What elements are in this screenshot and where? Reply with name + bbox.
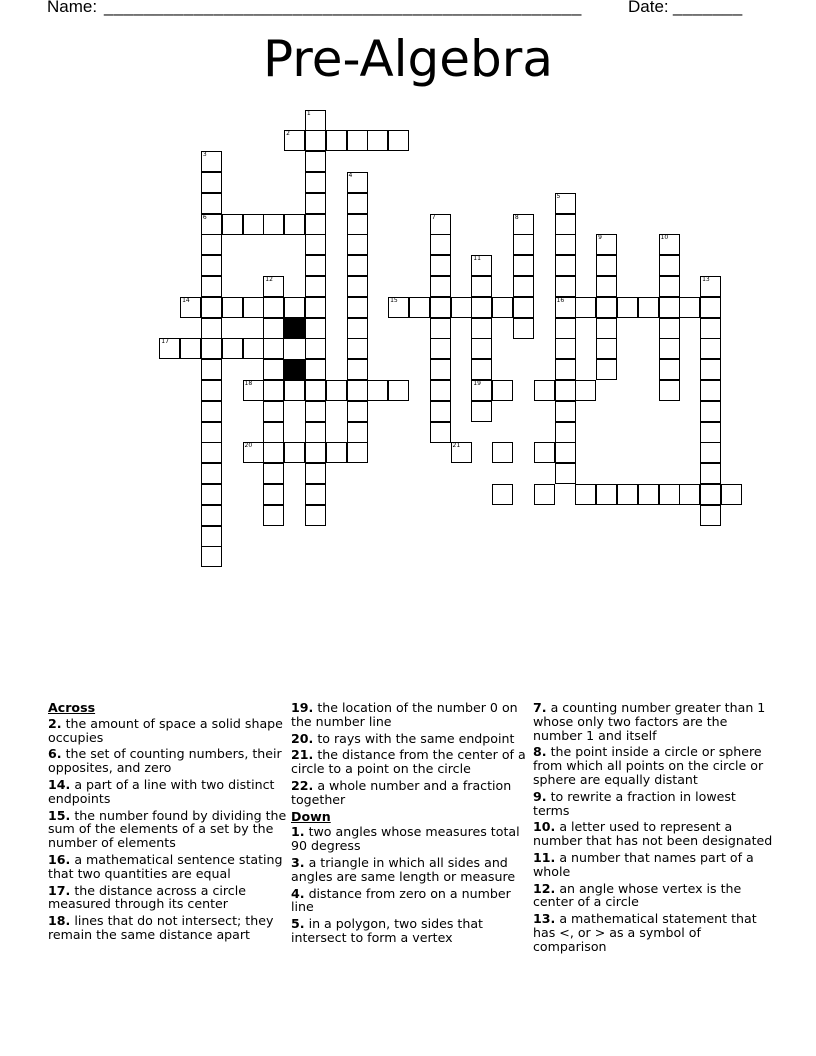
clue-text: a whole number and a fraction together xyxy=(291,777,512,807)
clue-number-label: 17. xyxy=(48,882,71,898)
crossword-cell[interactable] xyxy=(430,276,451,297)
crossword-cell[interactable] xyxy=(263,442,284,463)
clue-number: 11 xyxy=(473,255,481,263)
crossword-cell[interactable] xyxy=(659,276,680,297)
crossword-cell[interactable] xyxy=(305,255,326,276)
crossword-cell[interactable] xyxy=(451,297,472,318)
crossword-cell[interactable] xyxy=(659,484,680,505)
clue-text: the amount of space a solid shape occupies xyxy=(48,715,283,745)
clue-number-label: 9. xyxy=(533,788,547,804)
clue-number-label: 13. xyxy=(533,911,556,927)
crossword-cell[interactable] xyxy=(700,359,721,380)
crossword-cell[interactable] xyxy=(534,380,555,401)
crossword-cell[interactable] xyxy=(347,422,368,443)
crossword-cell[interactable] xyxy=(326,130,347,151)
clue-number: 20 xyxy=(244,442,253,450)
crossword-cell[interactable] xyxy=(347,193,368,214)
crossword-cell[interactable] xyxy=(263,297,284,318)
clue-number: 21 xyxy=(452,442,461,450)
date-label: Date: xyxy=(628,0,669,16)
crossword-cell[interactable] xyxy=(700,297,721,318)
clues-column-2 xyxy=(291,701,531,948)
clue-number: 6 xyxy=(202,213,207,221)
crossword-cell[interactable] xyxy=(305,338,326,359)
clues-column-3 xyxy=(533,701,773,957)
crossword-cell[interactable] xyxy=(659,380,680,401)
crossword-cell[interactable] xyxy=(513,318,534,339)
crossword-cell[interactable] xyxy=(347,276,368,297)
down-clue xyxy=(533,745,773,786)
clue-number: 2 xyxy=(286,130,290,138)
crossword-cell[interactable] xyxy=(555,338,576,359)
crossword-cell[interactable] xyxy=(513,214,534,235)
crossword-cell[interactable] xyxy=(201,442,222,463)
crossword-cell[interactable] xyxy=(201,380,222,401)
crossword-cell[interactable] xyxy=(659,318,680,339)
crossword-cell[interactable] xyxy=(201,193,222,214)
crossword-cell[interactable] xyxy=(159,338,180,359)
clue-text: the location of the number 0 on the number line xyxy=(291,700,518,729)
crossword-cell[interactable] xyxy=(347,172,368,193)
crossword-cell[interactable] xyxy=(305,214,326,235)
crossword-cell[interactable] xyxy=(305,359,326,380)
crossword-cell[interactable] xyxy=(700,380,721,401)
clue-number: 5 xyxy=(556,192,561,200)
crossword-cell[interactable] xyxy=(305,442,326,463)
crossword-cell[interactable] xyxy=(430,255,451,276)
crossword-cell[interactable] xyxy=(596,234,617,255)
crossword-cell[interactable] xyxy=(222,338,243,359)
crossword-cell[interactable] xyxy=(471,338,492,359)
crossword-cell[interactable] xyxy=(326,380,347,401)
crossword-cell[interactable] xyxy=(430,401,451,422)
crossword-cell[interactable] xyxy=(388,297,409,318)
clue-number: 13 xyxy=(702,275,710,283)
crossword-cell[interactable] xyxy=(201,297,222,318)
clue-number-label: 14. xyxy=(48,776,71,792)
crossword-cell[interactable] xyxy=(721,484,742,505)
crossword-cell[interactable] xyxy=(659,297,680,318)
crossword-black-cell xyxy=(284,318,305,339)
crossword-cell[interactable] xyxy=(430,214,451,235)
crossword-cell[interactable] xyxy=(388,380,409,401)
clue-text: to rays with the same endpoint xyxy=(313,730,515,746)
crossword-cell[interactable] xyxy=(284,214,305,235)
across-clue xyxy=(48,884,288,912)
crossword-cell[interactable] xyxy=(555,442,576,463)
crossword-cell[interactable] xyxy=(430,297,451,318)
across-clue xyxy=(291,779,531,807)
crossword-cell[interactable] xyxy=(347,130,368,151)
clue-number-label: 19. xyxy=(291,700,314,715)
crossword-cell[interactable] xyxy=(305,130,326,151)
crossword-cell[interactable] xyxy=(659,359,680,380)
crossword-cell[interactable] xyxy=(347,338,368,359)
across-clue xyxy=(48,717,288,745)
clue-number: 17 xyxy=(161,338,169,346)
clue-text: distance from zero on a number line xyxy=(291,885,511,915)
crossword-cell[interactable] xyxy=(222,297,243,318)
crossword-cell[interactable] xyxy=(534,484,555,505)
crossword-cell[interactable] xyxy=(513,234,534,255)
crossword-cell[interactable] xyxy=(575,380,596,401)
across-clue xyxy=(291,748,531,776)
page-title: Pre-Algebra xyxy=(263,30,553,88)
crossword-cell[interactable] xyxy=(201,214,222,235)
crossword-cell[interactable] xyxy=(305,401,326,422)
crossword-cell[interactable] xyxy=(492,442,513,463)
crossword-cell[interactable] xyxy=(555,276,576,297)
crossword-cell[interactable] xyxy=(659,338,680,359)
crossword-cell[interactable] xyxy=(430,318,451,339)
crossword-cell[interactable] xyxy=(638,297,659,318)
crossword-cell[interactable] xyxy=(201,526,222,547)
crossword-cell[interactable] xyxy=(243,214,264,235)
clue-number: 19 xyxy=(473,379,481,387)
crossword-cell[interactable] xyxy=(201,172,222,193)
clue-text: a mathematical sentence stating that two quantities are equal xyxy=(48,851,283,881)
crossword-cell[interactable] xyxy=(305,505,326,526)
clue-number-label: 20. xyxy=(291,730,314,746)
crossword-cell[interactable] xyxy=(430,359,451,380)
crossword-cell[interactable] xyxy=(492,484,513,505)
crossword-cell[interactable] xyxy=(243,380,264,401)
crossword-cell[interactable] xyxy=(284,380,305,401)
crossword-cell[interactable] xyxy=(513,255,534,276)
crossword-cell[interactable] xyxy=(596,276,617,297)
crossword-cell[interactable] xyxy=(347,401,368,422)
crossword-cell[interactable] xyxy=(575,484,596,505)
clue-text: a counting number greater than 1 whose only two factors are the number 1 and itself xyxy=(533,700,766,743)
crossword-cell[interactable] xyxy=(471,297,492,318)
crossword-cell[interactable] xyxy=(284,130,305,151)
crossword-cell[interactable] xyxy=(305,422,326,443)
across-clue-list xyxy=(48,717,288,942)
crossword-cell[interactable] xyxy=(284,442,305,463)
down-clue xyxy=(291,825,531,853)
clue-text: the set of counting numbers, their opposites, and zero xyxy=(48,746,282,776)
crossword-cell[interactable] xyxy=(700,276,721,297)
crossword-cell[interactable] xyxy=(243,442,264,463)
crossword-cell[interactable] xyxy=(305,318,326,339)
clue-text: the point inside a circle or sphere from which all points on the circle or sphere are equally distant xyxy=(533,744,764,787)
crossword-cell[interactable] xyxy=(700,484,721,505)
crossword-cell[interactable] xyxy=(326,442,347,463)
clue-number-label: 5. xyxy=(291,916,305,932)
crossword-cell[interactable] xyxy=(243,338,264,359)
clue-number: 9 xyxy=(598,234,602,242)
clue-number-label: 2. xyxy=(48,715,62,731)
crossword-cell[interactable] xyxy=(659,234,680,255)
clue-number-label: 7. xyxy=(533,700,547,715)
clue-number-label: 12. xyxy=(533,880,556,896)
crossword-cell[interactable] xyxy=(201,234,222,255)
crossword-cell[interactable] xyxy=(263,401,284,422)
crossword-cell[interactable] xyxy=(367,130,388,151)
crossword-cell[interactable] xyxy=(201,463,222,484)
crossword-cell[interactable] xyxy=(555,193,576,214)
crossword-cell[interactable] xyxy=(430,234,451,255)
down-clue xyxy=(533,790,773,818)
crossword-cell[interactable] xyxy=(347,318,368,339)
crossword-cell[interactable] xyxy=(347,214,368,235)
down-clue-list-continued xyxy=(533,701,773,954)
crossword-cell[interactable] xyxy=(201,401,222,422)
crossword-cell[interactable] xyxy=(201,359,222,380)
crossword-cell[interactable] xyxy=(513,276,534,297)
crossword-cell[interactable] xyxy=(679,297,700,318)
clue-number: 7 xyxy=(431,213,436,221)
across-clue xyxy=(48,914,288,942)
crossword-cell[interactable] xyxy=(305,151,326,172)
clue-number-label: 6. xyxy=(48,746,62,762)
crossword-cell[interactable] xyxy=(201,276,222,297)
down-clue xyxy=(533,912,773,953)
down-clue xyxy=(291,856,531,884)
clue-text: the distance across a circle measured through its center xyxy=(48,882,246,912)
crossword-cell[interactable] xyxy=(305,463,326,484)
clue-number-label: 22. xyxy=(291,777,314,793)
crossword-cell[interactable] xyxy=(492,380,513,401)
crossword-cell[interactable] xyxy=(471,276,492,297)
across-clue xyxy=(48,809,288,850)
crossword-cell[interactable] xyxy=(222,214,243,235)
down-clue xyxy=(291,887,531,915)
crossword-cell[interactable] xyxy=(700,401,721,422)
clue-number: 1 xyxy=(306,109,311,117)
across-clue xyxy=(48,747,288,775)
name-line[interactable]: ________________________________________________ xyxy=(104,0,582,16)
clue-number: 3 xyxy=(202,151,207,159)
down-clue xyxy=(533,851,773,879)
crossword-cell[interactable] xyxy=(700,442,721,463)
clue-text: a mathematical statement that has <, or > as a symbol of comparison xyxy=(533,911,757,954)
crossword-cell[interactable] xyxy=(263,463,284,484)
across-heading: Across xyxy=(48,700,96,715)
clue-number-label: 3. xyxy=(291,854,305,870)
crossword-cell[interactable] xyxy=(263,505,284,526)
crossword-cell[interactable] xyxy=(305,380,326,401)
crossword-cell[interactable] xyxy=(263,338,284,359)
clue-text: a letter used to represent a number that has not been designated xyxy=(533,819,773,849)
crossword-cell[interactable] xyxy=(700,505,721,526)
clue-number-label: 15. xyxy=(48,807,71,823)
down-clue xyxy=(533,820,773,848)
crossword-cell[interactable] xyxy=(471,380,492,401)
crossword-cell[interactable] xyxy=(284,297,305,318)
clue-number-label: 4. xyxy=(291,885,305,901)
down-clue xyxy=(533,882,773,910)
crossword-cell[interactable] xyxy=(555,297,576,318)
crossword-cell[interactable] xyxy=(555,214,576,235)
across-clue-list-continued xyxy=(291,701,531,807)
crossword-cell[interactable] xyxy=(679,484,700,505)
crossword-cell[interactable] xyxy=(305,234,326,255)
crossword-cell[interactable] xyxy=(659,255,680,276)
crossword-cell[interactable] xyxy=(555,463,576,484)
crossword-cell[interactable] xyxy=(388,130,409,151)
across-clue xyxy=(48,778,288,806)
crossword-cell[interactable] xyxy=(409,297,430,318)
crossword-cell[interactable] xyxy=(305,297,326,318)
crossword-cell[interactable] xyxy=(617,297,638,318)
clue-text: a part of a line with two distinct endpoints xyxy=(48,776,275,806)
crossword-cell[interactable] xyxy=(347,380,368,401)
crossword-cell[interactable] xyxy=(471,401,492,422)
crossword-cell[interactable] xyxy=(700,318,721,339)
clue-number: 15 xyxy=(390,296,398,304)
crossword-cell[interactable] xyxy=(638,484,659,505)
crossword-cell[interactable] xyxy=(263,422,284,443)
crossword-cell[interactable] xyxy=(471,359,492,380)
crossword-cell[interactable] xyxy=(555,318,576,339)
crossword-cell[interactable] xyxy=(596,297,617,318)
crossword-cell[interactable] xyxy=(555,401,576,422)
crossword-cell[interactable] xyxy=(201,422,222,443)
clue-text: to rewrite a fraction in lowest terms xyxy=(533,788,736,818)
clue-text: an angle whose vertex is the center of a circle xyxy=(533,880,742,910)
clues-column-1 xyxy=(48,701,288,945)
down-clue xyxy=(291,917,531,945)
crossword-cell[interactable] xyxy=(430,338,451,359)
crossword-cell[interactable] xyxy=(367,380,388,401)
crossword-cell[interactable] xyxy=(555,422,576,443)
crossword-cell[interactable] xyxy=(347,234,368,255)
crossword-cell[interactable] xyxy=(201,484,222,505)
across-clue xyxy=(291,732,531,746)
clue-number-label: 18. xyxy=(48,913,71,929)
crossword-cell[interactable] xyxy=(201,546,222,567)
clue-number-label: 11. xyxy=(533,849,556,865)
crossword-cell[interactable] xyxy=(201,255,222,276)
clue-number: 16 xyxy=(556,296,565,304)
crossword-cell[interactable] xyxy=(596,255,617,276)
crossword-cell[interactable] xyxy=(347,297,368,318)
down-heading: Down xyxy=(291,808,331,824)
crossword-cell[interactable] xyxy=(263,214,284,235)
crossword-cell[interactable] xyxy=(700,422,721,443)
crossword-cell[interactable] xyxy=(596,359,617,380)
clue-number: 12 xyxy=(265,275,273,283)
down-clue-list xyxy=(291,825,531,944)
crossword-cell[interactable] xyxy=(347,442,368,463)
crossword-cell[interactable] xyxy=(180,338,201,359)
crossword-cell[interactable] xyxy=(263,484,284,505)
clue-number-label: 21. xyxy=(291,747,314,763)
down-clue xyxy=(533,701,773,742)
crossword-cell[interactable] xyxy=(243,297,264,318)
crossword-cell[interactable] xyxy=(617,484,638,505)
clue-number-label: 10. xyxy=(533,819,556,835)
clue-text: the distance from the center of a circle to a point on the circle xyxy=(291,747,526,777)
clue-text: a number that names part of a whole xyxy=(533,849,754,879)
crossword-cell[interactable] xyxy=(347,359,368,380)
clue-number: 14 xyxy=(182,296,190,304)
crossword-cell[interactable] xyxy=(596,484,617,505)
clue-number: 4 xyxy=(348,171,353,179)
crossword-cell[interactable] xyxy=(596,318,617,339)
crossword-cell[interactable] xyxy=(513,297,534,318)
clue-number-label: 16. xyxy=(48,851,71,867)
crossword-cell[interactable] xyxy=(263,276,284,297)
clue-number-label: 1. xyxy=(291,824,305,840)
crossword-cell[interactable] xyxy=(430,380,451,401)
crossword-cell[interactable] xyxy=(534,442,555,463)
crossword-cell[interactable] xyxy=(471,318,492,339)
crossword-cell[interactable] xyxy=(201,318,222,339)
crossword-cell[interactable] xyxy=(555,255,576,276)
crossword-cell[interactable] xyxy=(263,359,284,380)
clue-text: two angles whose measures total 90 degress xyxy=(291,824,520,854)
crossword-cell[interactable] xyxy=(347,255,368,276)
crossword-cell[interactable] xyxy=(555,359,576,380)
crossword-cell[interactable] xyxy=(555,234,576,255)
clue-number: 8 xyxy=(514,213,519,221)
crossword-cell[interactable] xyxy=(201,151,222,172)
crossword-cell[interactable] xyxy=(471,255,492,276)
crossword-cell[interactable] xyxy=(305,193,326,214)
crossword-cell[interactable] xyxy=(201,338,222,359)
crossword-cell[interactable] xyxy=(700,463,721,484)
crossword-cell[interactable] xyxy=(305,110,326,131)
crossword-black-cell xyxy=(284,359,305,380)
date-line[interactable]: _______ xyxy=(673,0,743,16)
clue-number: 18 xyxy=(244,379,253,387)
clue-text: a triangle in which all sides and angles are same length or measure xyxy=(291,854,516,884)
clue-number: 10 xyxy=(660,234,669,242)
crossword-cell[interactable] xyxy=(596,338,617,359)
crossword-cell[interactable] xyxy=(180,297,201,318)
name-label: Name: xyxy=(47,0,98,16)
crossword-cell[interactable] xyxy=(430,422,451,443)
crossword-cell[interactable] xyxy=(575,297,596,318)
crossword-cell[interactable] xyxy=(305,276,326,297)
clue-text: in a polygon, two sides that intersect to form a vertex xyxy=(291,916,483,945)
crossword-cell[interactable] xyxy=(201,505,222,526)
clue-text: lines that do not intersect; they remain the same distance apart xyxy=(48,913,274,942)
crossword-cell[interactable] xyxy=(700,338,721,359)
across-clue xyxy=(291,701,531,729)
clue-text: the number found by dividing the sum of the elements of a set by the number of elements xyxy=(48,807,287,851)
crossword-cell[interactable] xyxy=(305,484,326,505)
crossword-cell[interactable] xyxy=(305,172,326,193)
clue-number-label: 8. xyxy=(533,744,547,760)
crossword-cell[interactable] xyxy=(263,318,284,339)
across-clue xyxy=(48,853,288,881)
crossword-cell[interactable] xyxy=(555,380,576,401)
crossword-cell[interactable] xyxy=(451,442,472,463)
crossword-cell[interactable] xyxy=(263,380,284,401)
crossword-cell[interactable] xyxy=(492,297,513,318)
